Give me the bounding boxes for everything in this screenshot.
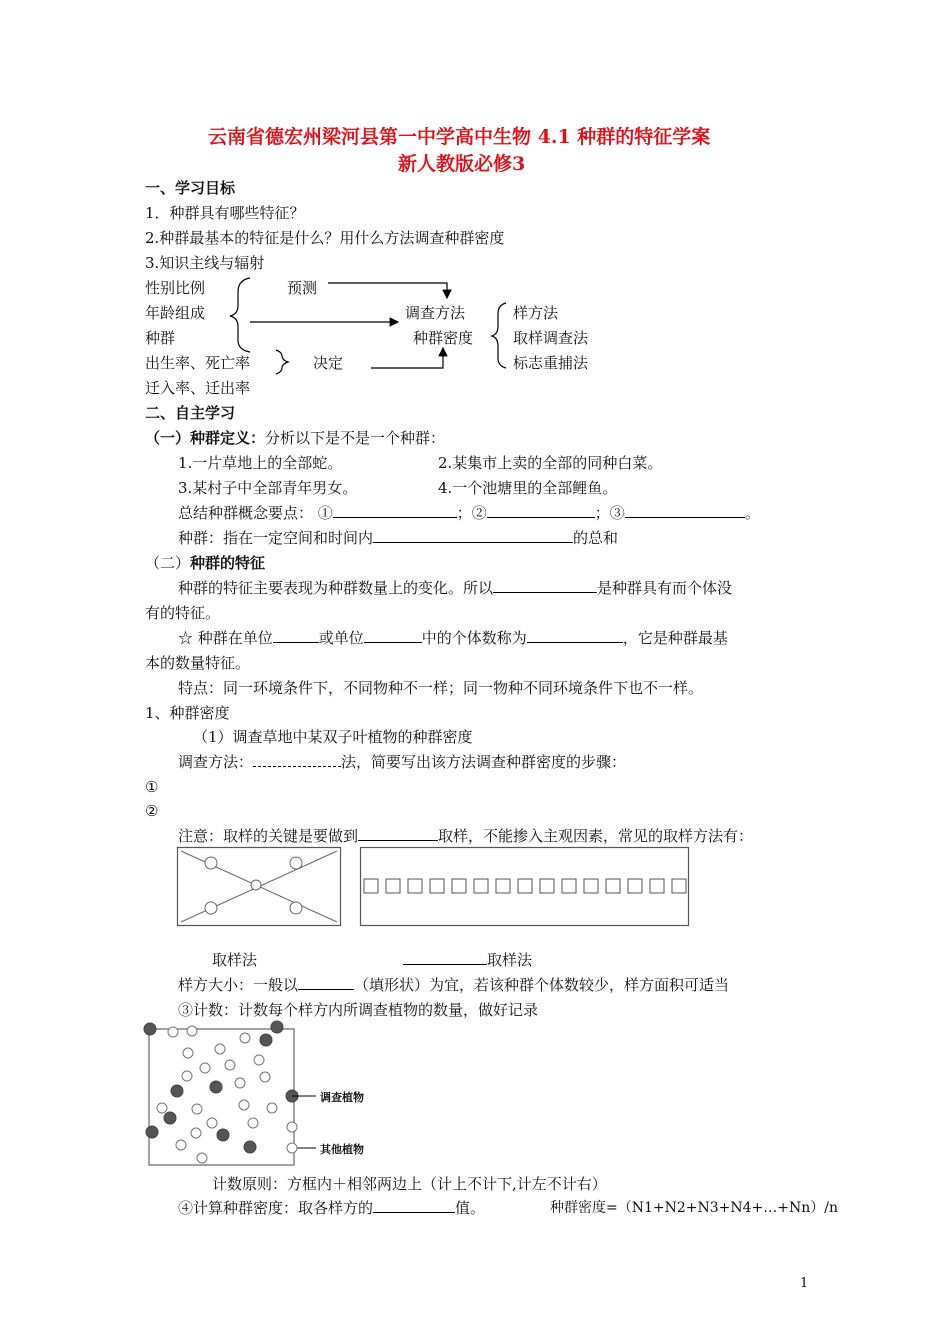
document-title-line2: 新人教版必修3 xyxy=(398,153,526,175)
quadrat-square xyxy=(584,879,598,893)
density-heading: 1、种群密度 xyxy=(145,704,230,722)
blank-density-term[interactable] xyxy=(527,628,623,643)
size-b: （填形状）为宜，若该种群个体数较少，样方面积可适当 xyxy=(354,976,730,994)
para1-b: 是种群具有而个体没 xyxy=(597,579,733,597)
quadrat-square xyxy=(628,879,642,893)
diagram-sampling: 取样调查法 xyxy=(513,329,589,347)
quadrat-square xyxy=(452,879,466,893)
note-b: 取样，不能掺入主观因素，常见的取样方法有： xyxy=(438,827,754,845)
diagram-quadrat: 样方法 xyxy=(513,304,559,322)
blank-point-2[interactable] xyxy=(487,503,595,518)
diagram-density: 种群密度 xyxy=(413,329,474,347)
document-title-line1: 云南省德宏州梁河县第一中学高中生物 4.1 种群的特征学案 xyxy=(208,126,711,148)
part1-prefix: （一） xyxy=(145,429,191,447)
blank-unit-volume[interactable] xyxy=(364,628,422,643)
feature-line: 特点：同一环境条件下，不同物种不一样；同一物种不同环境条件下也不一样。 xyxy=(178,679,704,697)
density-formula: 种群密度=（N1+N2+N3+N4+…+Nn）/n xyxy=(550,1200,839,1216)
objective-1: 1．种群具有哪些特征？ xyxy=(145,204,305,222)
summary-end: 。 xyxy=(744,504,760,522)
legend-other-plant: 其他植物 xyxy=(320,1143,364,1156)
diagram-age-structure: 年龄组成 xyxy=(145,304,206,322)
example-2: 2.某集市上卖的全部的同种白菜。 xyxy=(438,454,663,472)
part1-text: 分析以下是不是一个种群： xyxy=(265,429,446,447)
blank-shape[interactable] xyxy=(298,975,354,990)
quadrat-square xyxy=(386,879,400,893)
blank-random[interactable] xyxy=(358,826,438,841)
diagram-decide: 决定 xyxy=(313,354,344,372)
section2-heading: 二、自主学习 xyxy=(145,404,236,422)
calc-a: ④计算种群密度：取各样方的 xyxy=(178,1199,374,1217)
summary-line xyxy=(178,503,760,523)
para1-line1 xyxy=(178,578,732,598)
quadrat-square xyxy=(606,879,620,893)
quadrat-square xyxy=(562,879,576,893)
example-1: 1.一片草地上的全部蛇。 xyxy=(178,454,343,472)
sampling-label-2: 取样法 xyxy=(487,951,533,969)
quadrat-square xyxy=(672,879,686,893)
section1-heading: 一、学习目标 xyxy=(145,179,236,197)
para1-line2: 有的特征。 xyxy=(145,604,221,622)
part2-label: 种群的特征 xyxy=(190,554,266,572)
count-rule: 计数原则：方框内＋相邻两边上（计上不计下,计左不计右） xyxy=(212,1175,607,1193)
size-a: 样方大小：一般以 xyxy=(178,976,299,994)
star-line xyxy=(178,628,728,648)
diagram-birth-death: 出生率、死亡率 xyxy=(145,354,251,372)
blank-method[interactable] xyxy=(253,752,341,767)
calc-line xyxy=(178,1198,485,1218)
part1-line xyxy=(145,428,445,448)
example-4: 4.一个池塘里的全部鲤鱼。 xyxy=(438,479,618,497)
part2-prefix: （二） xyxy=(145,554,191,572)
diagram-migration: 迁入率、迁出率 xyxy=(145,379,251,397)
part2-line xyxy=(145,553,265,573)
method-b: 法，简要写出该方法调查种群密度的步骤： xyxy=(341,753,627,771)
example-3: 3.某村子中全部青年男女。 xyxy=(178,479,358,497)
step-1: ① xyxy=(145,778,159,796)
method-a: 调查方法： xyxy=(178,753,254,771)
knowledge-diagram-lines xyxy=(0,0,950,420)
diagram-mark-recapture: 标志重捕法 xyxy=(513,354,589,372)
star-c: 中的个体数称为 xyxy=(421,629,527,647)
diagram-predict: 预测 xyxy=(287,279,318,297)
blank-sampling-method[interactable] xyxy=(403,950,487,965)
blank-definition[interactable] xyxy=(373,528,573,543)
diagram-population: 种群 xyxy=(145,329,176,347)
quadrat-square xyxy=(540,879,554,893)
quadrat-square xyxy=(408,879,422,893)
blank-average[interactable] xyxy=(373,1198,455,1213)
page-number: 1 xyxy=(800,1276,809,1291)
star-a: ☆ 种群在单位 xyxy=(178,629,273,647)
survey-title: （1）调查草地中某双子叶植物的种群密度 xyxy=(193,728,473,746)
para1-a: 种群的特征主要表现为种群数量上的变化。所以 xyxy=(178,579,494,597)
method-line xyxy=(178,752,626,772)
sampling-line-2 xyxy=(403,950,532,970)
count-line: ③计数：计数每个样方内所调查植物的数量，做好记录 xyxy=(178,1001,539,1019)
blank-unit-area[interactable] xyxy=(273,628,319,643)
star-d: ，它是种群最基 xyxy=(622,629,728,647)
note-line xyxy=(178,826,753,846)
definition-line xyxy=(178,528,618,548)
objective-2: 2.种群最基本的特征是什么？用什么方法调查种群密度 xyxy=(145,229,505,247)
summary-sep2: ；③ xyxy=(594,504,625,522)
star-b: 或单位 xyxy=(318,629,364,647)
note-a: 注意：取样的关键是要做到 xyxy=(178,827,359,845)
step-2: ② xyxy=(145,802,159,820)
summary-sep1: ；② xyxy=(456,504,487,522)
definition-prefix: 种群：指在一定空间和时间内 xyxy=(178,529,374,547)
quadrat-square xyxy=(518,879,532,893)
diagram-sex-ratio: 性别比例 xyxy=(145,279,206,297)
legend-target-plant: 调查植物 xyxy=(320,1091,364,1104)
calc-b: 值。 xyxy=(455,1199,486,1217)
quadrat-square xyxy=(474,879,488,893)
diagram-survey-method: 调查方法 xyxy=(405,304,466,322)
objective-3: 3.知识主线与辐射 xyxy=(145,254,265,272)
part1-label: 种群定义： xyxy=(190,429,266,447)
quadrat-square xyxy=(364,879,378,893)
equidistant-sampling-figure xyxy=(360,847,690,927)
star-line2: 本的数量特征。 xyxy=(145,654,251,672)
blank-point-3[interactable] xyxy=(625,503,745,518)
quadrat-square xyxy=(650,879,664,893)
five-point-sampling-figure xyxy=(177,847,342,927)
blank-feature[interactable] xyxy=(493,578,597,593)
sampling-label-1: 取样法 xyxy=(212,951,258,969)
definition-suffix: 的总和 xyxy=(573,529,619,547)
quadrat-square xyxy=(496,879,510,893)
blank-point-1[interactable] xyxy=(333,503,457,518)
size-line xyxy=(178,975,729,995)
summary-prefix: 总结种群概念要点： ① xyxy=(178,504,333,522)
quadrat-square xyxy=(430,879,444,893)
